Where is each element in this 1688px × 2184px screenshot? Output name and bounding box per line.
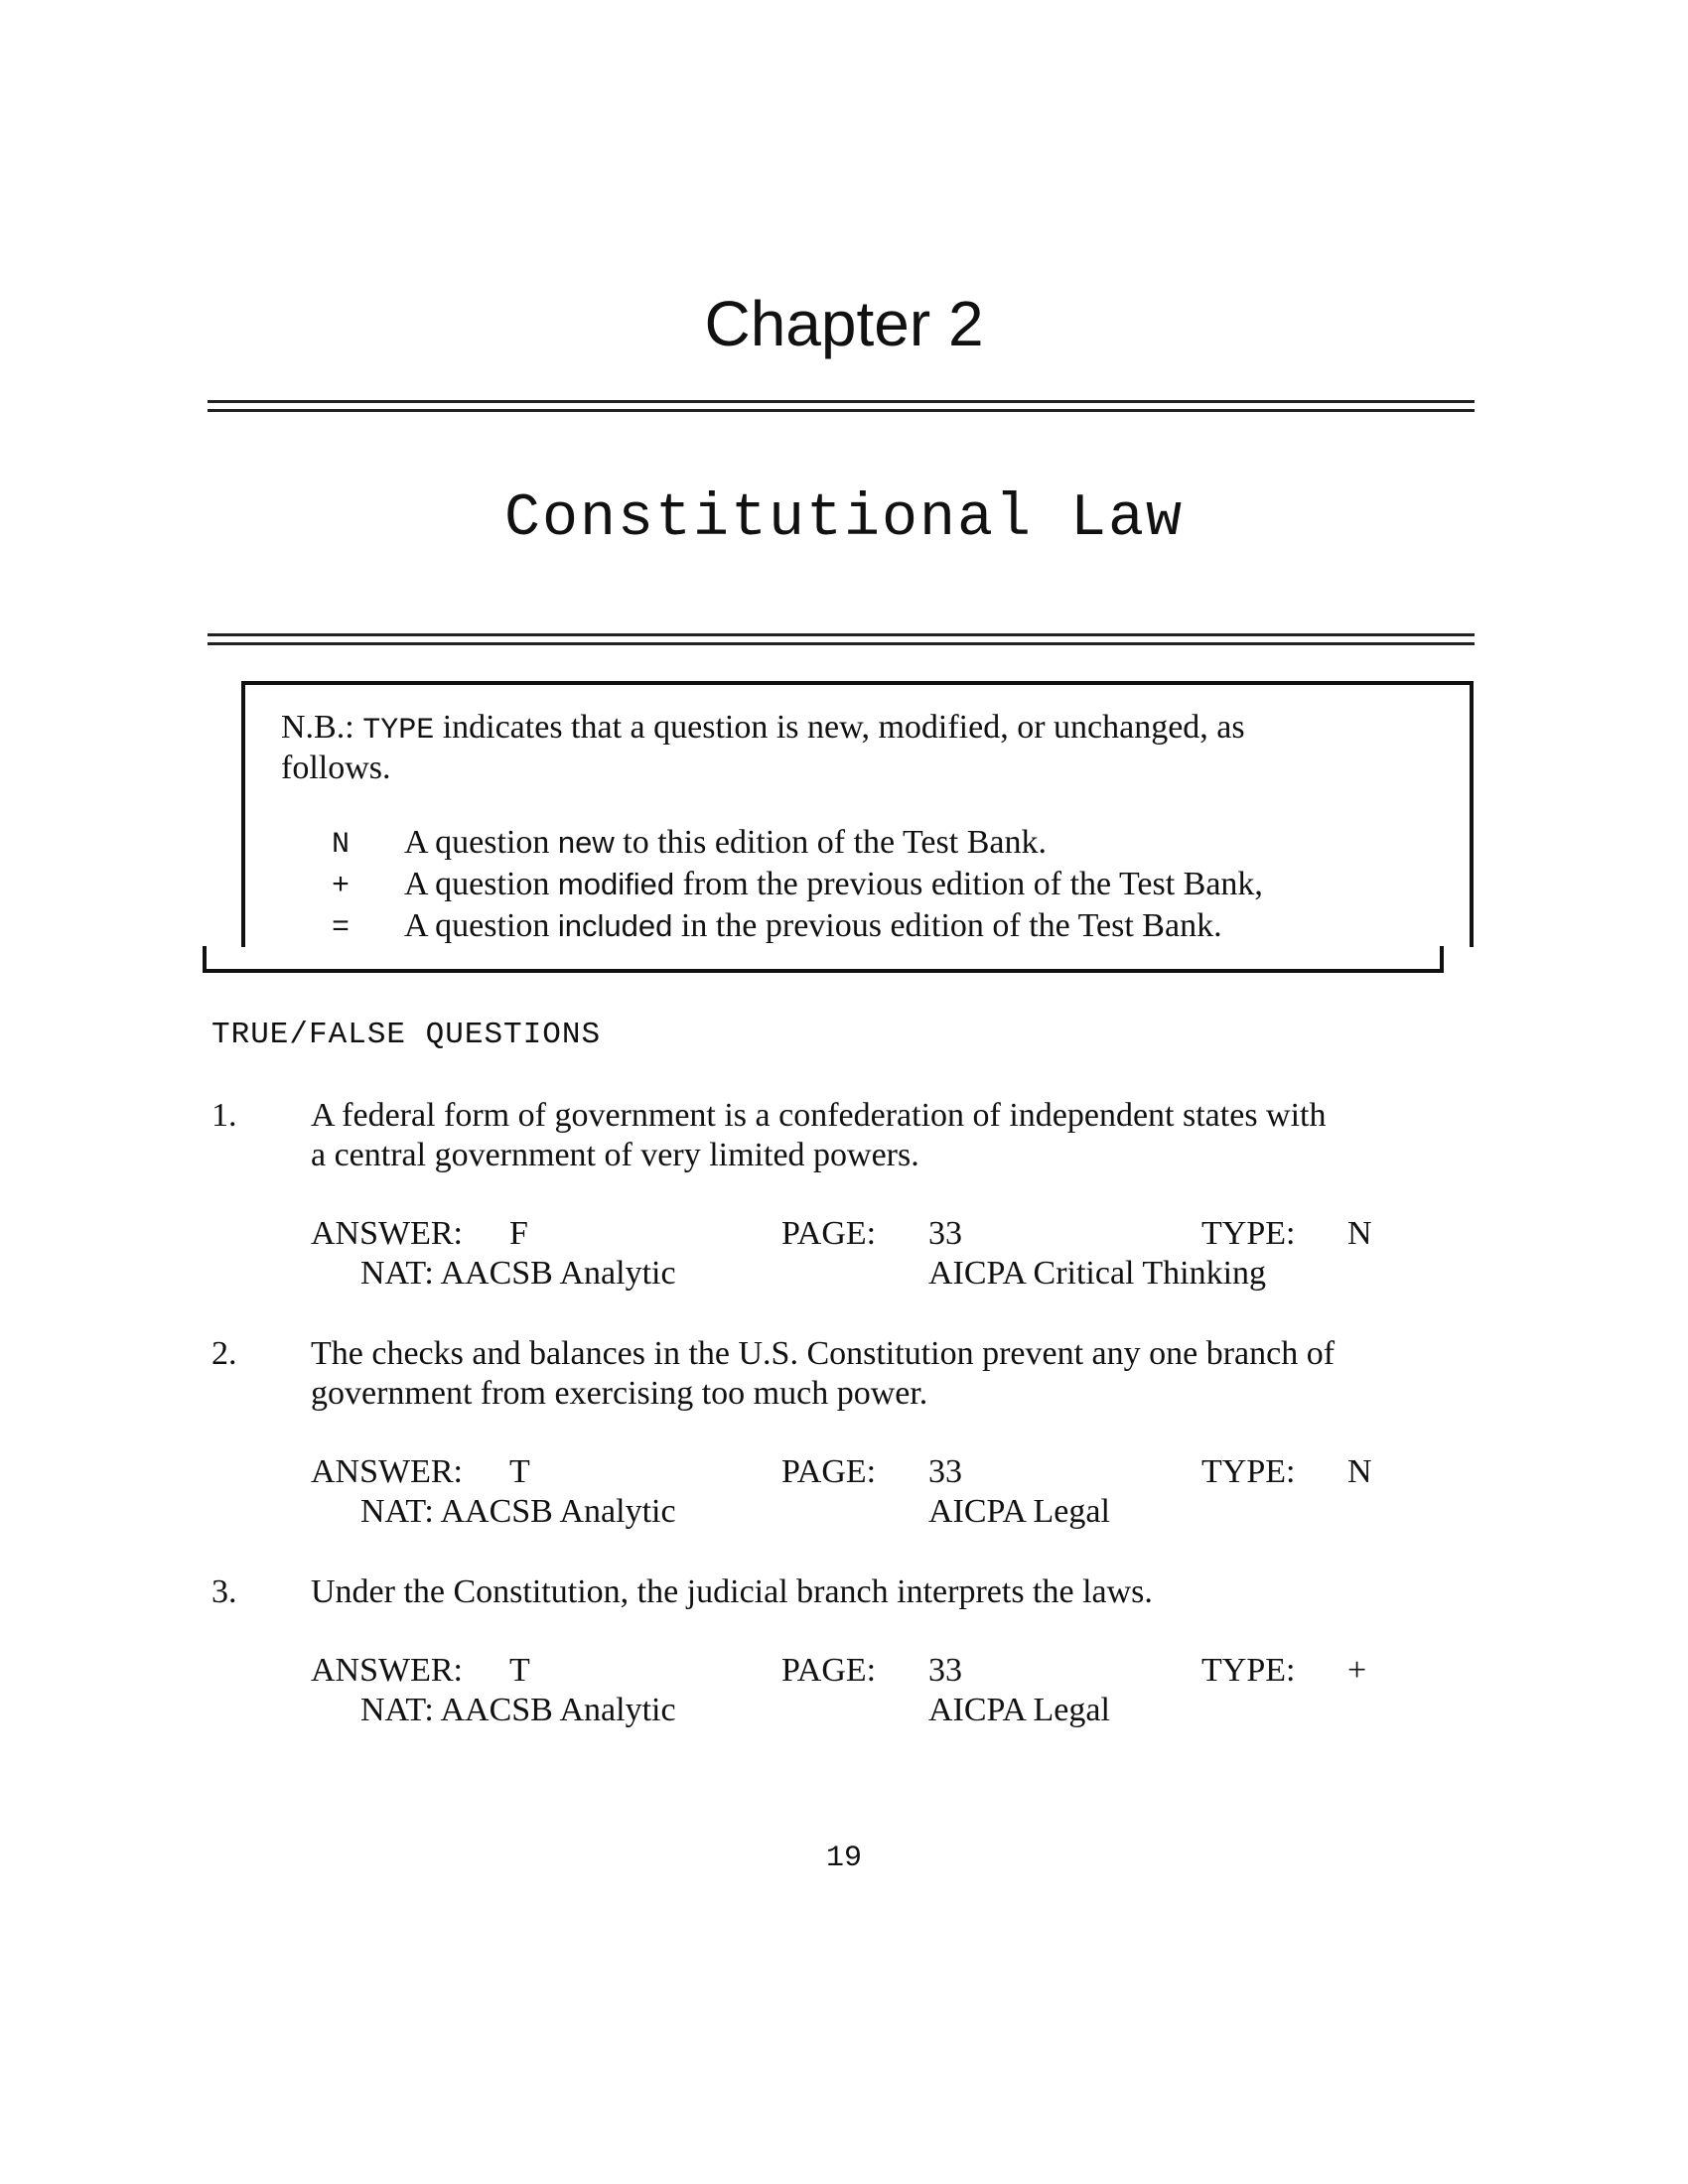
- title-rule-bottom: [208, 633, 1475, 645]
- legend-row-new: [404, 822, 1047, 864]
- question-1-nat: NAT: AACSB Analytic: [360, 1255, 676, 1292]
- note-prefix: N.B.:: [281, 709, 354, 746]
- question-1-type: N: [1347, 1215, 1372, 1252]
- legend-text-before: A question: [404, 866, 550, 902]
- question-1-type-label: TYPE:: [1201, 1215, 1296, 1252]
- legend-text-after: from the previous edition of the Test Bank,: [682, 866, 1263, 902]
- note-line-1-text: indicates that a question is new, modified, or unchanged, as: [442, 709, 1245, 746]
- legend-row-modified: [404, 864, 1263, 905]
- question-2-number: 2.: [211, 1335, 237, 1372]
- question-2-answer: T: [509, 1453, 530, 1490]
- question-2-answer-label: ANSWER:: [311, 1453, 463, 1490]
- title-rule-top: [208, 400, 1475, 412]
- section-title: TRUE/FALSE QUESTIONS: [211, 1018, 602, 1052]
- legend-text-after: to this edition of the Test Bank.: [623, 824, 1047, 861]
- legend-text-before: A question: [404, 824, 550, 861]
- question-1-text-line-2: a central government of very limited powers.: [311, 1137, 919, 1173]
- chapter-heading: Chapter 2: [704, 288, 984, 359]
- legend-key-modified: modified: [557, 867, 675, 901]
- legend-symbol-modified: +: [331, 870, 350, 903]
- question-2-nat: NAT: AACSB Analytic: [360, 1493, 676, 1530]
- legend-row-included: [404, 905, 1222, 947]
- question-1-page: 33: [928, 1215, 962, 1252]
- question-3-text-line-1: Under the Constitution, the judicial branch interprets the laws.: [311, 1573, 1153, 1610]
- question-1-number: 1.: [211, 1097, 237, 1134]
- question-3-type: +: [1347, 1652, 1367, 1689]
- question-2-text-line-2: government from exercising too much power.: [311, 1375, 928, 1412]
- question-1-answer-label: ANSWER:: [311, 1215, 463, 1252]
- note-box-right-tick: [1440, 946, 1444, 973]
- question-2-type: N: [1347, 1453, 1372, 1490]
- legend-symbol-included: =: [331, 911, 350, 945]
- legend-key-included: included: [557, 908, 673, 943]
- chapter-title: Constitutional Law: [503, 485, 1185, 553]
- question-3-page: 33: [928, 1652, 962, 1689]
- question-2-page: 33: [928, 1453, 962, 1490]
- question-3-answer: T: [509, 1652, 530, 1689]
- question-2-aicpa: AICPA Legal: [928, 1493, 1110, 1530]
- question-3-number: 3.: [211, 1573, 237, 1610]
- question-2-type-label: TYPE:: [1201, 1453, 1296, 1490]
- legend-text-after: in the previous edition of the Test Bank.: [680, 907, 1222, 944]
- question-1-text-line-1: A federal form of government is a confederation of independent states with: [311, 1097, 1327, 1134]
- note-box-bottom-rule: [203, 969, 1444, 973]
- question-1-answer: F: [509, 1215, 528, 1252]
- question-1-page-label: PAGE:: [781, 1215, 877, 1252]
- question-2-page-label: PAGE:: [781, 1453, 877, 1490]
- legend-key-new: new: [557, 825, 615, 860]
- question-3-type-label: TYPE:: [1201, 1652, 1296, 1689]
- note-type-code: TYPE: [362, 714, 435, 748]
- legend-symbol-new: N: [331, 828, 350, 862]
- question-3-aicpa: AICPA Legal: [928, 1692, 1110, 1728]
- question-1-aicpa: AICPA Critical Thinking: [928, 1255, 1267, 1292]
- question-3-nat: NAT: AACSB Analytic: [360, 1692, 676, 1728]
- note-line-2: follows.: [281, 750, 391, 786]
- question-3-page-label: PAGE:: [781, 1652, 877, 1689]
- legend-text-before: A question: [404, 907, 550, 944]
- question-2-text-line-1: The checks and balances in the U.S. Constitution prevent any one branch of: [311, 1335, 1336, 1372]
- note-box-left-tick: [203, 946, 207, 973]
- page-number: 19: [825, 1842, 862, 1875]
- question-3-answer-label: ANSWER:: [311, 1652, 463, 1689]
- note-line-1: [281, 707, 1245, 751]
